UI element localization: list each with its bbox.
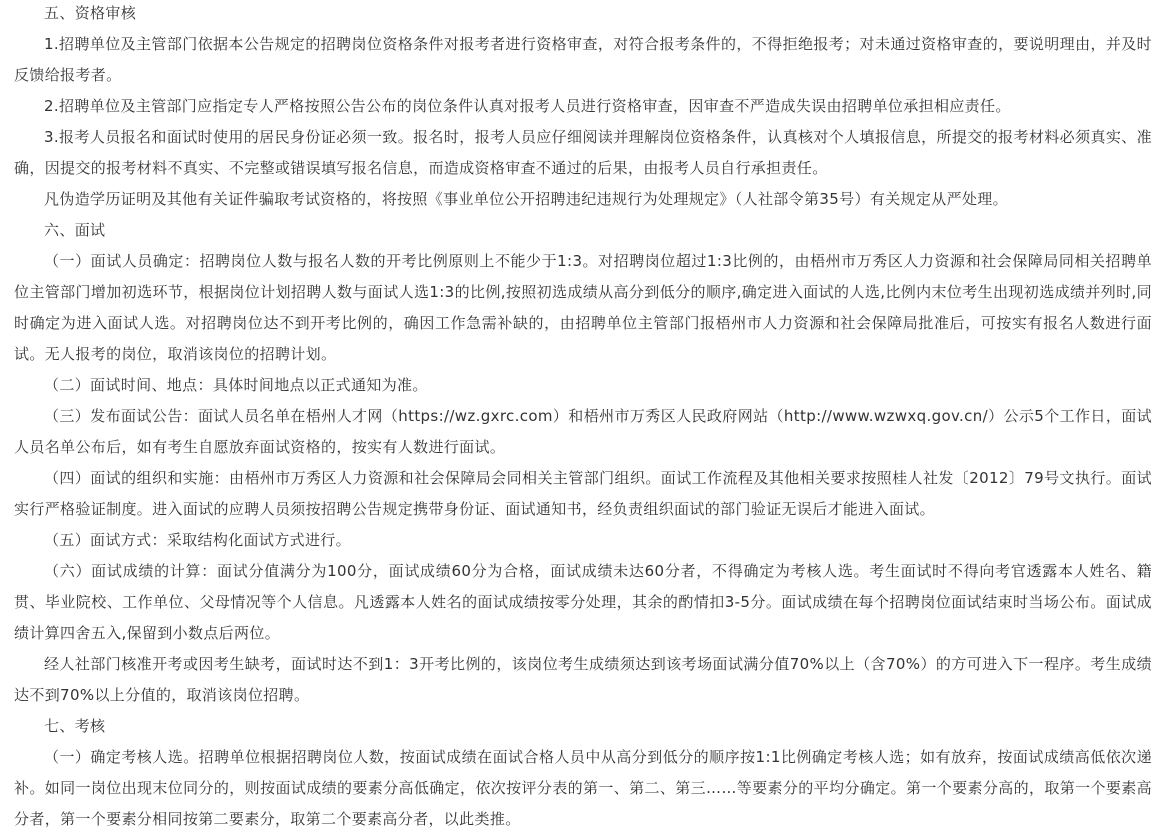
paragraph-qualification-2: 2.招聘单位及主管部门应指定专人严格按照公告公布的岗位条件认真对报考人员进行资格审查，因审查不严造成失误由招聘单位承担相应责任。 — [44, 97, 1011, 115]
paragraph-qualification-fraud: 凡伪造学历证明及其他有关证件骗取考试资格的，将按照《事业单位公开招聘违纪违规行为处理规定》（人社部令第35号）有关规定从严处理。 — [44, 190, 1008, 208]
section-heading-interview: 六、面试 — [44, 221, 106, 239]
paragraph-interview-3: （三）发布面试公告：面试人员名单在梧州人才网（https://wz.gxrc.com）和梧州市万秀区人民政府网站（http://www.wzwxq.gov.cn/）公示5个工作日，面试人员名单公布后，如有考生自愿放弃面试资格的，按实有人数进行面试。 — [14, 407, 1152, 456]
paragraph-interview-ratio: 经人社部门核准开考或因考生缺考，面试时达不到1：3开考比例的，该岗位考生成绩须达到该考场面试满分值70%以上（含70%）的方可进入下一程序。考生成绩达不到70%以上分值的，取消该岗位招聘。 — [14, 655, 1152, 704]
paragraph-qualification-3: 3.报考人员报名和面试时使用的居民身份证必须一致。报名时，报考人员应仔细阅读并理解岗位资格条件，认真核对个人填报信息，所提交的报考材料必须真实、准确，因提交的报考材料不真实、不完整或错误填写报名信息，而造成资格审查不通过的后果，由报考人员自行承担责任。 — [14, 128, 1152, 177]
section-heading-assessment: 七、考核 — [44, 717, 106, 735]
paragraph-interview-5: （五）面试方式：采取结构化面试方式进行。 — [44, 531, 352, 549]
paragraph-interview-6: （六）面试成绩的计算：面试分值满分为100分，面试成绩60分为合格，面试成绩未达60分者，不得确定为考核人选。考生面试时不得向考官透露本人姓名、籍贯、毕业院校、工作单位、父母情况等个人信息。凡透露本人姓名的面试成绩按零分处理，其余的酌情扣3-5分。面试成绩在每个招聘岗位面试结束时当场公布。面试成绩计算四舍五入,保留到小数点后两位。 — [14, 562, 1152, 642]
paragraph-interview-2: （二）面试时间、地点：具体时间地点以正式通知为准。 — [44, 376, 428, 394]
paragraph-interview-1: （一）面试人员确定：招聘岗位人数与报名人数的开考比例原则上不能少于1:3。对招聘岗位超过1:3比例的，由梧州市万秀区人力资源和社会保障局同相关招聘单位主管部门增加初选环节，根据岗位计划招聘人数与面试人选1:3的比例,按照初选成绩从高分到低分的顺序,确定进入面试的人选,比例内末位考生出现初选成绩并列时,同时确定为进入面试人选。对招聘岗位达不到开考比例的，确因工作急需补缺的，由招聘单位主管部门报梧州市人力资源和社会保障局批准后，可按实有报名人数进行面试。无人报考的岗位，取消该岗位的招聘计划。 — [14, 252, 1152, 363]
section-heading-qualification: 五、资格审核 — [44, 4, 137, 22]
paragraph-interview-4: （四）面试的组织和实施：由梧州市万秀区人力资源和社会保障局会同相关主管部门组织。面试工作流程及其他相关要求按照桂人社发〔2012〕79号文执行。面试实行严格验证制度。进入面试的应聘人员须按招聘公告规定携带身份证、面试通知书，经负责组织面试的部门验证无误后才能进入面试。 — [14, 469, 1152, 518]
paragraph-assessment-1: （一）确定考核人选。招聘单位根据招聘岗位人数，按面试成绩在面试合格人员中从高分到低分的顺序按1:1比例确定考核人选；如有放弃，按面试成绩高低依次递补。如同一岗位出现末位同分的，则按面试成绩的要素分高低确定，依次按评分表的第一、第二、第三……等要素分的平均分确定。第一个要素分高的，取第一个要素高分者，第一个要素分相同按第二要素分，取第二个要素高分者，以此类推。 — [14, 748, 1152, 828]
paragraph-qualification-1: 1.招聘单位及主管部门依据本公告规定的招聘岗位资格条件对报考者进行资格审查，对符合报考条件的，不得拒绝报考；对未通过资格审查的，要说明理由，并及时反馈给报考者。 — [14, 35, 1152, 84]
